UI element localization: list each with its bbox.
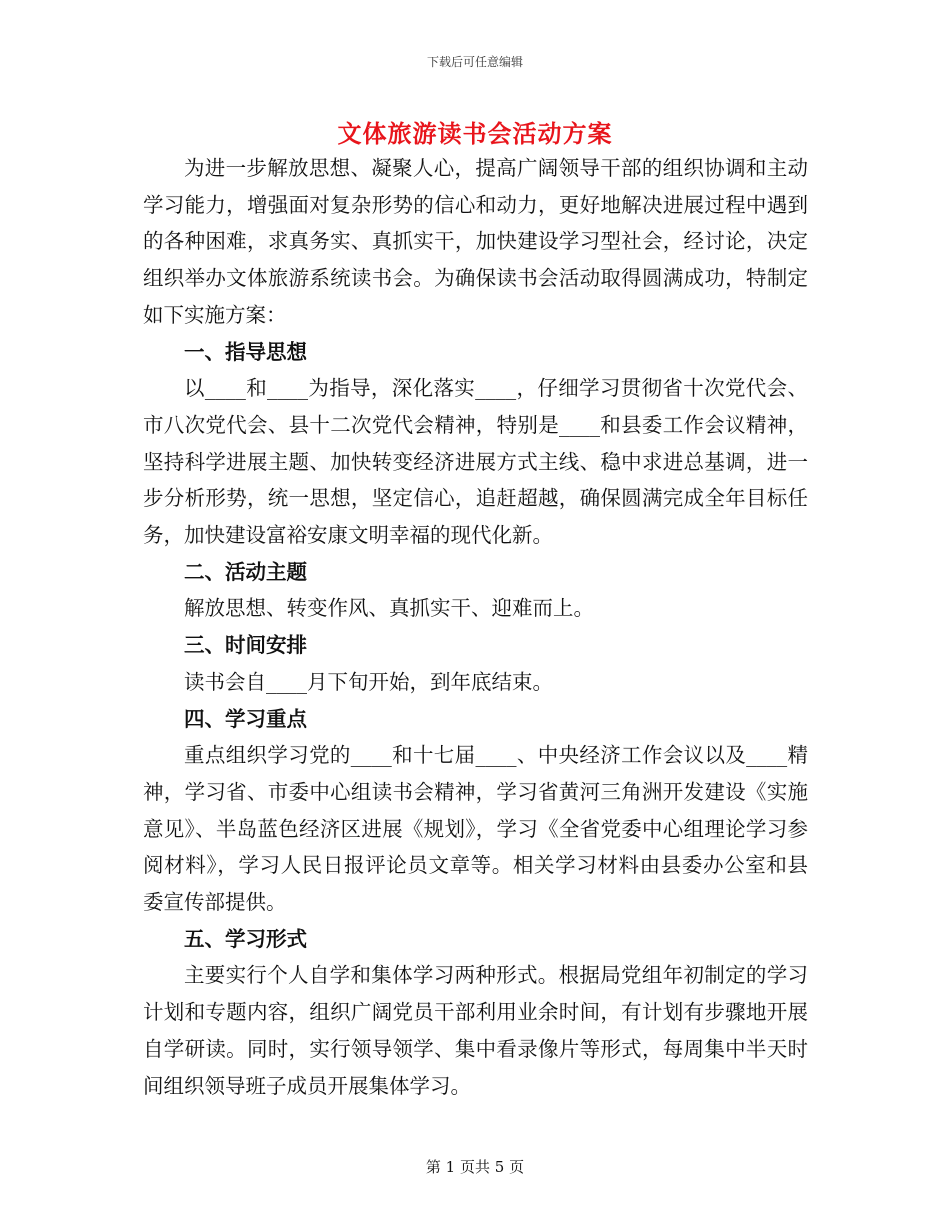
header-note: 下载后可任意编辑	[426, 55, 523, 69]
section-text-guiding-thought: 以____和____为指导，深化落实____，仔细学习贯彻省十次党代会、市八次党代会、县十二次党代会精神，特别是____和县委工作会议精神，坚持科学进展主题、加快转变经济进展方式主线、稳中求进总基调，进一步分析形势，统一思想，坚定信心，追赶超越，确保圆满完成全年目标任务，加快建设富裕安康文明幸福的现代化新。	[143, 376, 808, 548]
section-text-schedule: 读书会自____月下旬开始，到年底结束。	[184, 669, 553, 694]
section-heading-study-focus: 四、学习重点	[184, 706, 307, 731]
section-text-study-focus: 重点组织学习党的____和十七届____、中央经济工作会议以及____精神，学习省、市委中心组读书会精神，学习省黄河三角洲开发建设《实施意见》、半岛蓝色经济区进展《规划》，学习《全省党委中心组理论学习参阅材料》，学习人民日报评论员文章等。相关学习材料由县委办公室和县委宣传部提供。	[143, 743, 808, 915]
section-heading-activity-theme: 二、活动主题	[184, 559, 307, 584]
page-number: 第 1 页共 5 页	[425, 1158, 525, 1176]
document-body	[143, 150, 808, 1104]
intro-paragraph: 为进一步解放思想、凝聚人心，提高广阔领导干部的组织协调和主动学习能力，增强面对复杂形势的信心和动力，更好地解决进展过程中遇到的各种困难，求真务实、真抓实干，加快建设学习型社会，经讨论，决定组织举办文体旅游系统读书会。为确保读书会活动取得圆满成功，特制定如下实施方案：	[143, 156, 808, 327]
section-heading-schedule: 三、时间安排	[184, 633, 307, 658]
section-heading-guiding-thought: 一、指导思想	[184, 339, 307, 364]
section-text-study-format: 主要实行个人自学和集体学习两种形式。根据局党组年初制定的学习计划和专题内容，组织广阔党员干部利用业余时间，有计划有步骤地开展自学研读。同时，实行领导领学、集中看录像片等形式，每周集中半天时间组织领导班子成员开展集体学习。	[143, 963, 808, 1098]
section-heading-study-format: 五、学习形式	[184, 926, 307, 951]
section-text-activity-theme: 解放思想、转变作风、真抓实干、迎难而上。	[184, 596, 594, 621]
document-title: 文体旅游读书会活动方案	[337, 119, 613, 148]
